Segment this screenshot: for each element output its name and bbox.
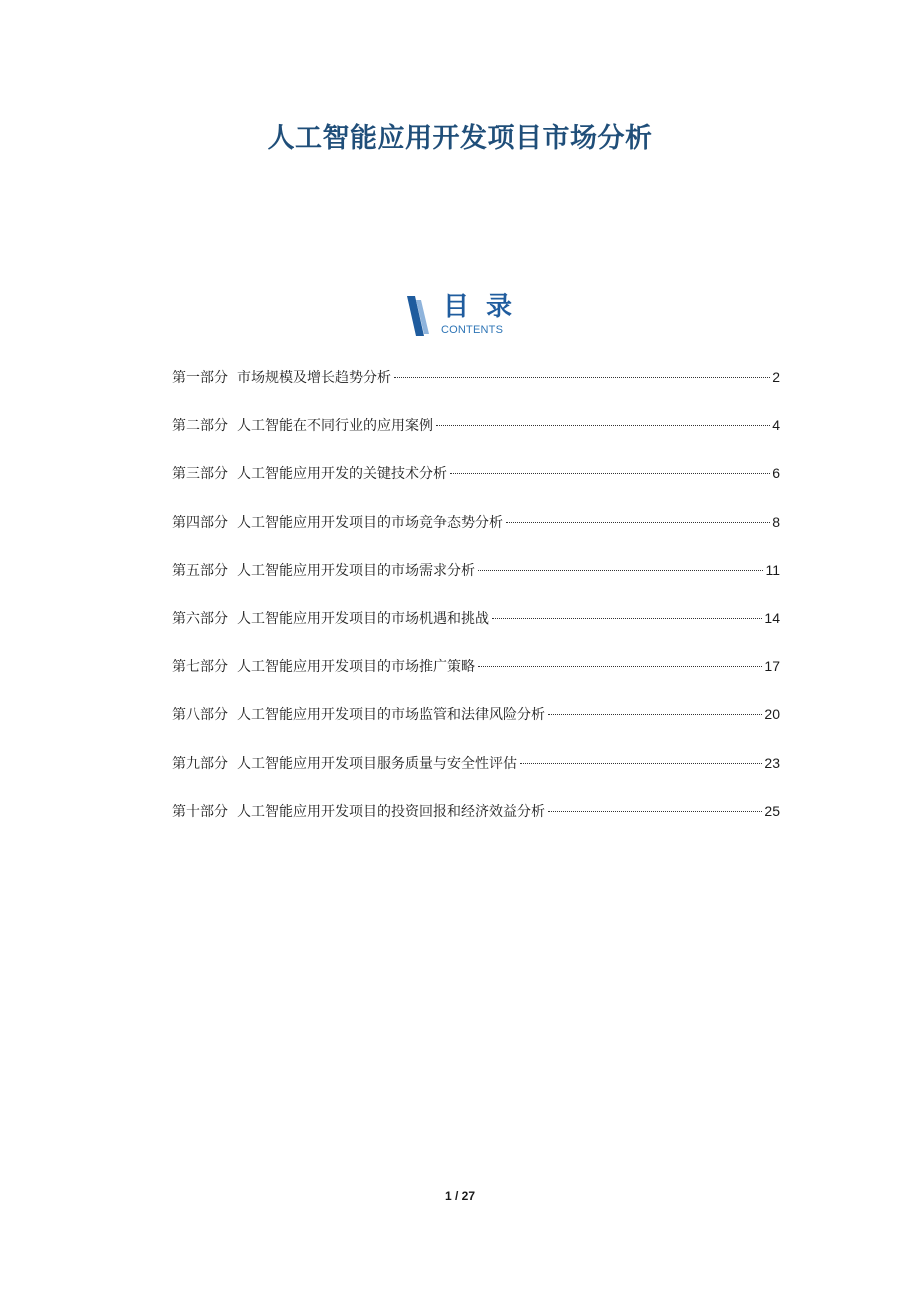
toc-leader-dots xyxy=(520,763,762,764)
toc-leader-dots xyxy=(478,570,763,571)
toc-entry-part: 第四部分 xyxy=(172,514,228,531)
toc-leader-dots xyxy=(394,377,770,378)
toc-entry-page: 25 xyxy=(764,802,780,819)
toc-entry-page: 11 xyxy=(765,561,780,578)
toc-entry[interactable] xyxy=(172,462,780,510)
toc-entry-title: 人工智能应用开发项目的市场机遇和挑战 xyxy=(237,610,489,627)
toc-entry-page: 2 xyxy=(772,369,780,385)
toc-entry[interactable] xyxy=(172,655,780,703)
toc-entry[interactable] xyxy=(172,511,780,559)
toc-entry[interactable] xyxy=(172,414,780,462)
toc-heading xyxy=(404,292,534,342)
toc-entry-page: 17 xyxy=(764,658,780,675)
toc-entry-part: 第八部分 xyxy=(172,707,228,724)
toc-entry-title: 人工智能应用开发项目的市场监管和法律风险分析 xyxy=(237,707,545,724)
toc-entry-title: 人工智能在不同行业的应用案例 xyxy=(237,418,433,435)
toc-leader-dots xyxy=(436,425,770,426)
toc-entry[interactable] xyxy=(172,703,780,751)
toc-entry[interactable] xyxy=(172,752,780,800)
toc-entry-part: 第九部分 xyxy=(172,755,228,772)
toc-entry-title: 人工智能应用开发项目的市场竞争态势分析 xyxy=(237,514,503,531)
document-title: 人工智能应用开发项目市场分析 xyxy=(267,123,653,154)
toc-entry[interactable] xyxy=(172,366,780,414)
toc-entry-title: 人工智能应用开发的关键技术分析 xyxy=(237,466,447,483)
toc-entry-part: 第一部分 xyxy=(172,370,228,386)
toc-leader-dots xyxy=(478,666,762,667)
toc-entry-title: 人工智能应用开发项目的市场推广策略 xyxy=(237,659,475,676)
toc-entry-page: 23 xyxy=(764,754,780,771)
toc-entry-page: 4 xyxy=(772,417,780,434)
toc-entry-page: 8 xyxy=(772,513,780,530)
toc-list xyxy=(172,366,780,848)
toc-entry-part: 第三部分 xyxy=(172,466,228,483)
toc-entry-part: 第二部分 xyxy=(172,418,228,435)
toc-entry-part: 第七部分 xyxy=(172,659,228,676)
toc-entry-page: 20 xyxy=(764,706,780,723)
toc-entry-title: 市场规模及增长趋势分析 xyxy=(237,370,391,386)
toc-entry-page: 6 xyxy=(772,465,780,482)
toc-heading-sub: CONTENTS xyxy=(441,324,504,336)
toc-entry-part: 第十部分 xyxy=(172,803,228,820)
toc-entry-title: 人工智能应用开发项目的投资回报和经济效益分析 xyxy=(237,803,545,820)
page-number: 1 / 27 xyxy=(444,1189,476,1203)
toc-entry-page: 14 xyxy=(764,609,780,626)
toc-entry-title: 人工智能应用开发项目的市场需求分析 xyxy=(237,562,475,579)
toc-entry-title: 人工智能应用开发项目服务质量与安全性评估 xyxy=(237,755,517,772)
toc-heading-main: 目 录 xyxy=(443,292,517,322)
toc-leader-dots xyxy=(506,522,770,523)
toc-entry-part: 第六部分 xyxy=(172,610,228,627)
toc-entry[interactable] xyxy=(172,800,780,848)
toc-logo-icon xyxy=(404,296,434,336)
toc-entry[interactable] xyxy=(172,607,780,655)
toc-entry-part: 第五部分 xyxy=(172,562,228,579)
toc-leader-dots xyxy=(492,618,762,619)
toc-leader-dots xyxy=(548,811,762,812)
toc-leader-dots xyxy=(548,714,762,715)
toc-leader-dots xyxy=(450,473,770,474)
toc-entry[interactable] xyxy=(172,559,780,607)
